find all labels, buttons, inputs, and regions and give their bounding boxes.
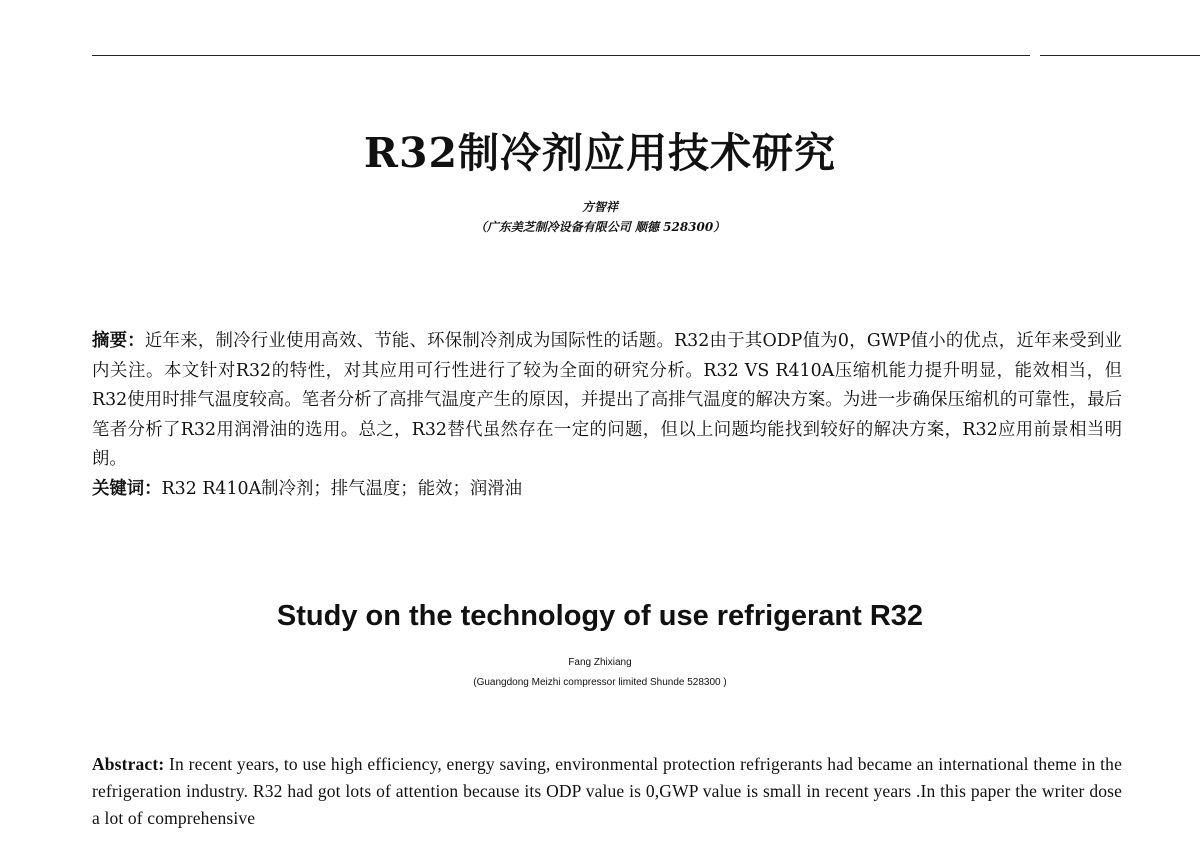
chinese-keywords xyxy=(92,475,1122,505)
chinese-abstract-text: 近年来，制冷行业使用高效、节能、环保制冷剂成为国际性的话题。R32由于其ODP值为0，GWP值小的优点，近年来受到业内关注。本文针对R32的特性，对其应用可行性进行了较为全面的研究分析。R32 VS R410A压缩机能力提升明显，能效相当，但R32使用时排气温度较高。笔者分析了高排气温度产生的原因，并提出了高排气温度的解决方案。为进一步确保压缩机的可靠性，最后笔者分析了R32用润滑油的选用。总之，R32替代虽然存在一定的问题，但以上问题均能找到较好的解决方案，R32应用前景相当明朗。 xyxy=(92,331,1122,469)
english-abstract-section xyxy=(92,751,1122,832)
english-abstract-text: In recent years, to use high efficiency, energy saving, environmental protection refrigerants had became an international theme in the refrigeration industry. R32 had got lots of attention because its ODP value is 0,GWP value is small in recent years .In this paper the writer dose a lot of comprehensive xyxy=(92,754,1122,828)
english-title: Study on the technology of use refrigerant R32 xyxy=(276,600,924,632)
english-abstract xyxy=(92,751,1122,832)
chinese-author: 方智祥 xyxy=(581,200,618,214)
english-abstract-label: Abstract: xyxy=(92,754,165,774)
header-rule-right xyxy=(1040,55,1200,56)
chinese-keywords-label: 关键词： xyxy=(92,478,162,499)
chinese-abstract-section xyxy=(92,327,1122,504)
chinese-affiliation: （广东美芝制冷设备有限公司 顺德 528300） xyxy=(474,220,726,234)
chinese-abstract-label: 摘要： xyxy=(92,331,145,351)
chinese-keywords-text: R32 R410A制冷剂；排气温度；能效；润滑油 xyxy=(161,478,523,499)
header-rule xyxy=(92,55,1030,56)
english-author: Fang Zhixiang xyxy=(568,657,632,668)
english-affiliation: (Guangdong Meizhi compressor limited Shunde 528300 ) xyxy=(473,677,727,688)
chinese-title: R32制冷剂应用技术研究 xyxy=(363,129,837,177)
chinese-abstract xyxy=(92,327,1122,475)
